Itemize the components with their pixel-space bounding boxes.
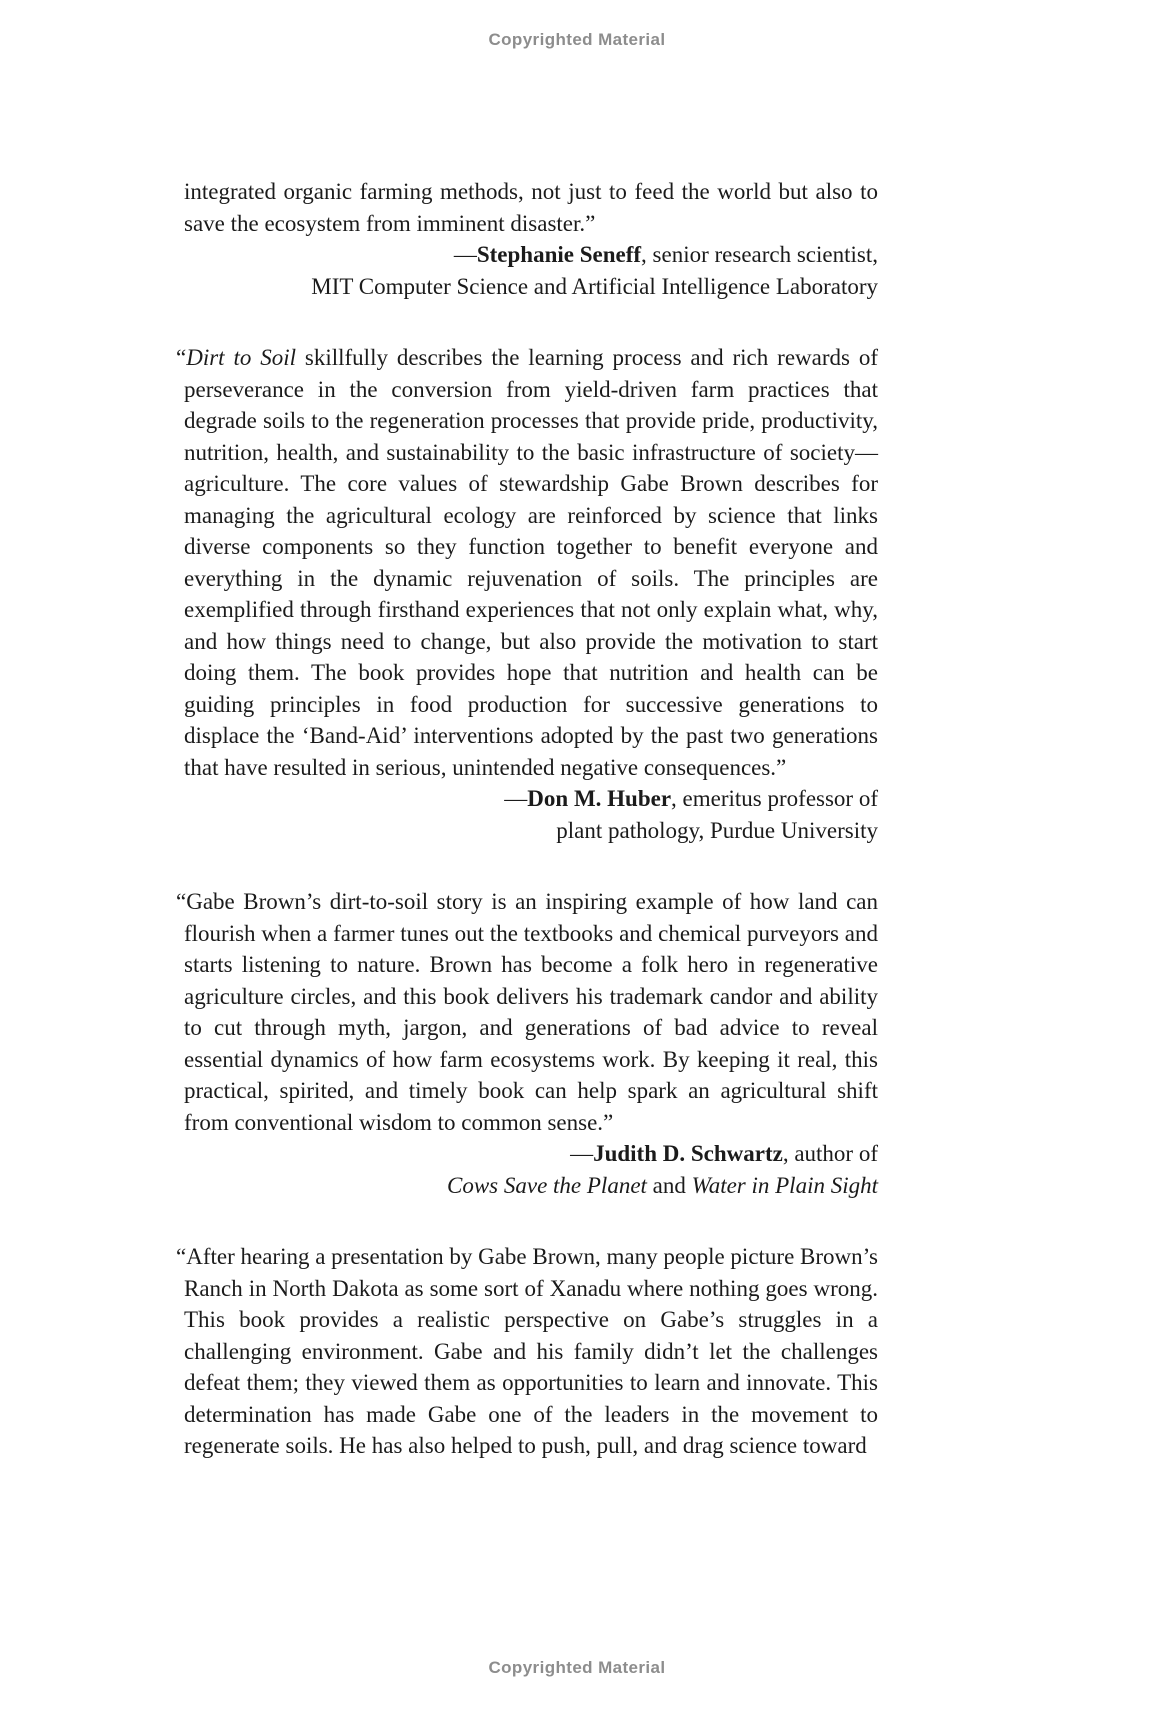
book-title-italic: Cows Save the Planet xyxy=(446,1172,647,1198)
open-quote-mark: “ xyxy=(176,345,187,370)
attribution-conjunction: and xyxy=(646,1172,692,1198)
book-title-italic: Dirt to Soil xyxy=(186,345,297,370)
attribution-role: , emeritus professor of xyxy=(671,786,878,811)
quote-text: “Gabe Brown’s dirt-to-soil story is an inspiring example of how land can flourish when a farmer tunes out the textbooks and chemical purveyors and starts listening to nature. Brown has become a folk hero in regenerative agriculture circles, and this book delivers his trademark candor and ability to cut through myth, jargon, and generations of bad advice to reveal essential dynamics of how farm ecosystems work. By keeping it real, this practical, spirited, and timely book can help spark an agricultural shift from conventional wisdom to common sense.” xyxy=(176,889,878,1135)
quote-text: “After hearing a presentation by Gabe Brown, many people picture Brown’s Ranch in North Dakota as some sort of Xanadu where nothing goes wrong. This book provides a realistic perspective on Gabe’s struggles in a challenging environment. Gabe and his family didn’t let the challenges defeat them; they viewed them as opportunities to learn and innovate. This determination has made Gabe one of the leaders in the movement to regenerate soils. He has also helped to push, pull, and drag science toward xyxy=(176,1244,878,1458)
blurb-attribution-line2 xyxy=(176,271,878,303)
attribution-dash: — xyxy=(570,1141,594,1166)
blurb-schwartz xyxy=(176,886,878,1201)
attribution-affiliation: plant pathology, Purdue University xyxy=(556,817,878,843)
blurb-continued xyxy=(176,1241,878,1462)
blurb-quote xyxy=(176,176,878,239)
blurb-attribution xyxy=(176,783,878,815)
attribution-role: , senior research scientist, xyxy=(641,242,878,267)
attribution-dash: — xyxy=(453,242,477,267)
blurb-quote xyxy=(176,886,878,1138)
attribution-name: Don M. Huber xyxy=(527,786,672,811)
book-praise-page xyxy=(176,176,878,1502)
blurb-attribution xyxy=(176,1138,878,1170)
blurb-attribution xyxy=(176,239,878,271)
copyright-header: Copyrighted Material xyxy=(488,30,666,49)
copyright-footer: Copyrighted Material xyxy=(488,1658,666,1677)
quote-text: integrated organic farming methods, not just to feed the world but also to save the ecosystem from imminent disaster.” xyxy=(184,179,878,236)
quote-text: skillfully describes the learning process and rich rewards of perseverance in the conversion from yield-driven farm practices that degrade soils to the regeneration processes that provide pride, productivity, nutrition, health, and sustainability to the basic infrastructure of society—agriculture. The core values of stewardship Gabe Brown describes for managing the agricultural ecology are reinforced by science that links diverse components so they function together to benefit everyone and everything in the dynamic rejuvenation of soils. The principles are exemplified through firsthand experiences that not only explain what, why, and how things need to change, but also provide the motivation to start doing them. The book provides hope that nutrition and health can be guiding principles in food production for successive generations to displace the ‘Band-Aid’ interventions adopted by the past two generations that have resulted in serious, unintended negative consequences.” xyxy=(184,345,878,780)
blurb-quote xyxy=(176,342,878,783)
attribution-affiliation: MIT Computer Science and Artificial Intelligence Laboratory xyxy=(311,273,878,299)
book-title-italic: Water in Plain Sight xyxy=(691,1172,878,1198)
blurb-attribution-line2 xyxy=(176,1170,878,1202)
attribution-name: Judith D. Schwartz xyxy=(593,1141,783,1166)
blurb-huber xyxy=(176,342,878,846)
blurb-attribution-line2 xyxy=(176,815,878,847)
blurb-seneff xyxy=(176,176,878,302)
attribution-name: Stephanie Seneff xyxy=(476,242,642,267)
attribution-role: , author of xyxy=(782,1141,878,1166)
attribution-dash: — xyxy=(504,786,528,811)
blurb-quote xyxy=(176,1241,878,1462)
